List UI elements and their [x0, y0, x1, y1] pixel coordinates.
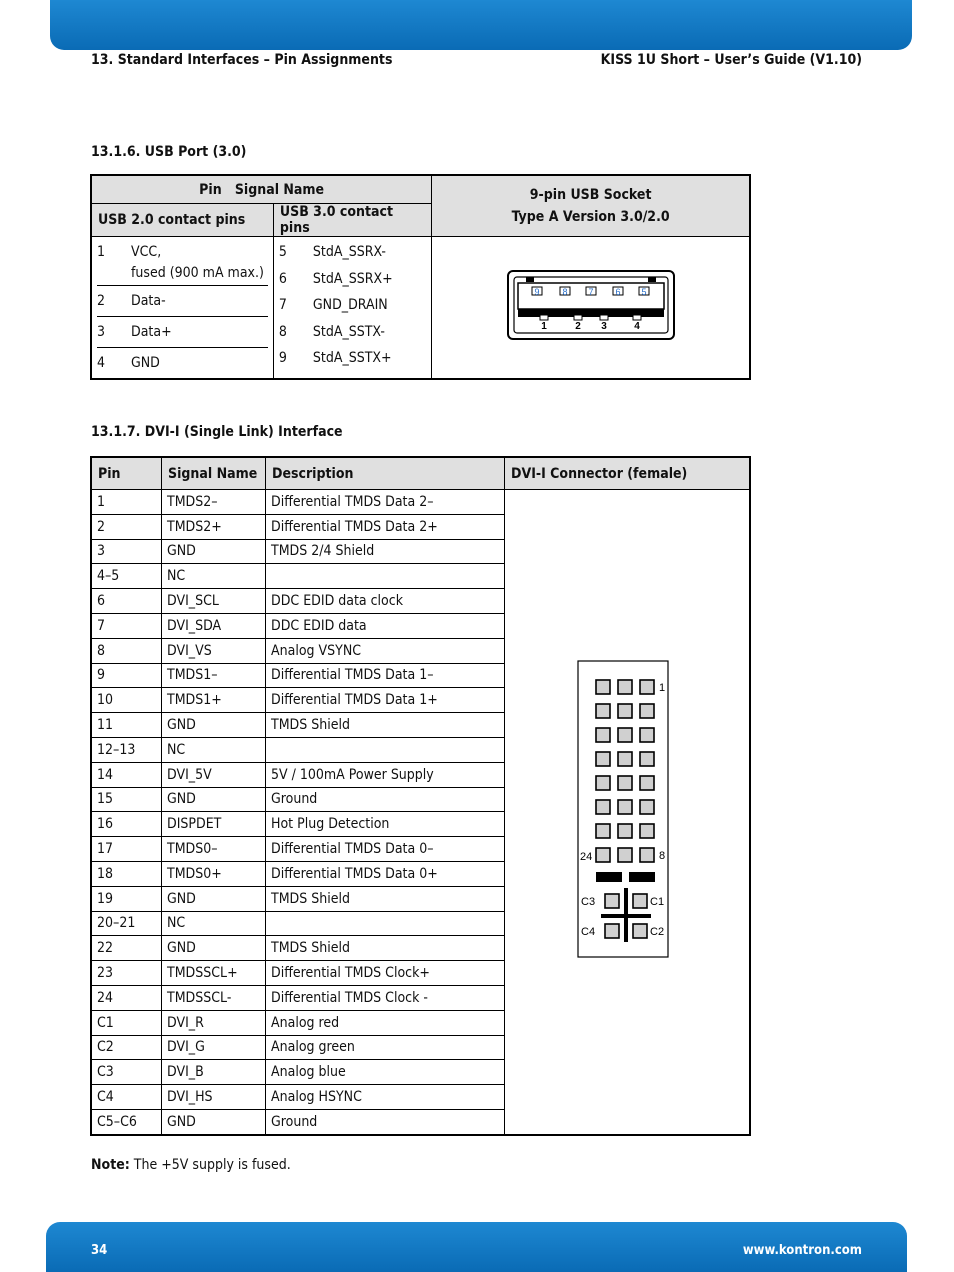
usb-section-title: 13.1.6. USB Port (3.0) [91, 144, 247, 160]
dvi-cell-signal: TMDS1+ [162, 688, 266, 713]
note-label: Note: [91, 1157, 130, 1173]
dvi-cell-description [266, 911, 505, 936]
dvi-cell-signal: GND [162, 886, 266, 911]
dvi-cell-description: Differential TMDS Data 2– [266, 490, 505, 515]
dvi-cell-description: Analog red [266, 1010, 505, 1035]
dvi-cell-description: Differential TMDS Data 0+ [266, 861, 505, 886]
dvi-label-c1: C1 [650, 895, 665, 908]
dvi-connector-diagram [577, 660, 677, 960]
dvi-cell-description: Ground [266, 787, 505, 812]
dvi-cell-signal: NC [162, 564, 266, 589]
dvi-cell-signal: GND [162, 713, 266, 738]
dvi-cell-signal: GND [162, 1109, 266, 1134]
dvi-cell-description: Differential TMDS Data 1+ [266, 688, 505, 713]
dvi-col-description: Description [266, 457, 505, 490]
dvi-cell-pin: 14 [91, 762, 162, 787]
dvi-cell-pin: 3 [91, 539, 162, 564]
dvi-cell-description: Differential TMDS Data 1– [266, 663, 505, 688]
dvi-cell-signal: TMDS0+ [162, 861, 266, 886]
dvi-pin-table [90, 456, 751, 1136]
dvi-cell-description: TMDS Shield [266, 936, 505, 961]
dvi-label-c3: C3 [581, 895, 596, 908]
dvi-cell-pin: C1 [91, 1010, 162, 1035]
dvi-cell-pin: 15 [91, 787, 162, 812]
dvi-cell-pin: 20–21 [91, 911, 162, 936]
dvi-cell-pin: C3 [91, 1060, 162, 1085]
dvi-cell-signal: TMDS2+ [162, 514, 266, 539]
usb2-pins-cell [91, 237, 273, 380]
usb-socket-diagram-cell [432, 237, 750, 380]
usb-pin-label-8: 8 [562, 286, 568, 297]
usb-head-socket: 9-pin USB Socket Type A Version 3.0/2.0 [432, 175, 750, 237]
dvi-cell-description: Hot Plug Detection [266, 812, 505, 837]
usb3-column-header: USB 3.0 contact pins [273, 204, 431, 237]
dvi-cell-description [266, 737, 505, 762]
dvi-label-1: 1 [659, 681, 666, 694]
dvi-cell-signal: TMDS0– [162, 837, 266, 862]
dvi-cell-signal: DVI_HS [162, 1085, 266, 1110]
dvi-cell-pin: 24 [91, 985, 162, 1010]
dvi-connector-diagram-cell [505, 490, 751, 1135]
dvi-cell-pin: 11 [91, 713, 162, 738]
dvi-table-row [91, 490, 750, 515]
dvi-cell-signal: DVI_VS [162, 638, 266, 663]
usb-pin-label-7: 7 [588, 286, 594, 297]
dvi-cell-pin: C5–C6 [91, 1109, 162, 1134]
dvi-cell-description: Analog blue [266, 1060, 505, 1085]
dvi-cell-pin: 8 [91, 638, 162, 663]
dvi-cell-description: 5V / 100mA Power Supply [266, 762, 505, 787]
dvi-cell-description: Analog green [266, 1035, 505, 1060]
dvi-cell-pin: 9 [91, 663, 162, 688]
dvi-cell-pin: 12–13 [91, 737, 162, 762]
dvi-cell-pin: 17 [91, 837, 162, 862]
dvi-label-c4: C4 [581, 925, 596, 938]
dvi-cell-description: DDC EDID data [266, 613, 505, 638]
dvi-cell-pin: C2 [91, 1035, 162, 1060]
usb3-pin-row: 8 StdA_SSTX- [278, 323, 385, 340]
dvi-cell-description: Analog VSYNC [266, 638, 505, 663]
dvi-cell-description: Differential TMDS Data 2+ [266, 514, 505, 539]
dvi-cell-description: TMDS Shield [266, 713, 505, 738]
usb-pin-label-4: 4 [633, 320, 640, 332]
usb-pin-label-5: 5 [641, 286, 647, 297]
dvi-cell-pin: 18 [91, 861, 162, 886]
dvi-col-connector: DVI-I Connector (female) [505, 457, 751, 490]
dvi-cell-signal: DVI_B [162, 1060, 266, 1085]
dvi-cell-signal: TMDS1– [162, 663, 266, 688]
dvi-cell-signal: DVI_SCL [162, 589, 266, 614]
usb-pin-table [90, 174, 751, 380]
dvi-cell-pin: 2 [91, 514, 162, 539]
note [91, 1157, 291, 1173]
dvi-cell-pin: 22 [91, 936, 162, 961]
usb3-pin-row: 9 StdA_SSTX+ [278, 350, 392, 366]
dvi-cell-pin: 7 [91, 613, 162, 638]
dvi-cell-signal: DVI_R [162, 1010, 266, 1035]
usb3-pin-row: 6 StdA_SSRX+ [278, 270, 393, 287]
guide-title-header: KISS 1U Short – User’s Guide (V1.10) [600, 52, 862, 68]
dvi-cell-signal: GND [162, 787, 266, 812]
dvi-col-signal: Signal Name [162, 457, 266, 490]
dvi-col-pin: Pin [91, 457, 162, 490]
usb-pin-label-9: 9 [534, 286, 540, 297]
dvi-cell-description: Differential TMDS Clock+ [266, 961, 505, 986]
usb-head-pin-signal: Pin Signal Name [91, 175, 432, 204]
dvi-cell-signal: GND [162, 539, 266, 564]
dvi-cell-signal: DVI_SDA [162, 613, 266, 638]
dvi-cell-signal: NC [162, 737, 266, 762]
usb-pin-label-1: 1 [540, 320, 547, 332]
usb3-pin-row: 5 StdA_SSRX- [278, 244, 386, 260]
dvi-cell-description: Differential TMDS Clock - [266, 985, 505, 1010]
website-url: www.kontron.com [742, 1243, 862, 1258]
dvi-cell-signal: DVI_5V [162, 762, 266, 787]
usb2-pin-row: 2 Data- [97, 286, 268, 317]
usb3-pin-row: 7 GND_DRAIN [278, 297, 388, 313]
dvi-cell-description: Differential TMDS Data 0– [266, 837, 505, 862]
note-text: The +5V supply is fused. [129, 1157, 291, 1173]
dvi-label-c2: C2 [650, 925, 665, 938]
dvi-cell-pin: 1 [91, 490, 162, 515]
dvi-section-title: 13.1.7. DVI-I (Single Link) Interface [91, 424, 343, 440]
dvi-cell-pin: 10 [91, 688, 162, 713]
top-banner [50, 0, 912, 50]
dvi-cell-pin: 16 [91, 812, 162, 837]
dvi-cell-description: Ground [266, 1109, 505, 1134]
dvi-cell-signal: TMDS2– [162, 490, 266, 515]
dvi-cell-description: TMDS Shield [266, 886, 505, 911]
usb2-pin-row: 4 GND [97, 355, 160, 371]
usb-pin-label-6: 6 [615, 286, 621, 297]
chapter-header: 13. Standard Interfaces – Pin Assignments [91, 52, 393, 68]
dvi-cell-signal: DISPDET [162, 812, 266, 837]
dvi-cell-signal: TMDSSCL+ [162, 961, 266, 986]
usb-socket-diagram [506, 269, 676, 343]
usb-pin-label-3: 3 [600, 320, 607, 332]
dvi-cell-pin: 23 [91, 961, 162, 986]
dvi-cell-pin: 6 [91, 589, 162, 614]
dvi-cell-pin: 19 [91, 886, 162, 911]
dvi-cell-signal: DVI_G [162, 1035, 266, 1060]
usb3-pins-cell [273, 237, 431, 380]
dvi-cell-description: TMDS 2/4 Shield [266, 539, 505, 564]
dvi-label-24: 24 [580, 850, 593, 863]
usb2-pin-row: 3 Data+ [97, 317, 268, 348]
dvi-cell-signal: NC [162, 911, 266, 936]
page-number: 34 [91, 1243, 108, 1258]
dvi-cell-description: Analog HSYNC [266, 1085, 505, 1110]
dvi-cell-description: DDC EDID data clock [266, 589, 505, 614]
usb2-pin-row: 1 VCC, fused (900 mA max.) [97, 242, 268, 286]
dvi-cell-signal: TMDSSCL- [162, 985, 266, 1010]
dvi-cell-pin: 4–5 [91, 564, 162, 589]
usb2-column-header: USB 2.0 contact pins [91, 204, 273, 237]
dvi-label-8: 8 [659, 849, 666, 862]
dvi-cell-signal: GND [162, 936, 266, 961]
usb-pin-label-2: 2 [574, 320, 581, 332]
dvi-cell-pin: C4 [91, 1085, 162, 1110]
dvi-cell-description [266, 564, 505, 589]
